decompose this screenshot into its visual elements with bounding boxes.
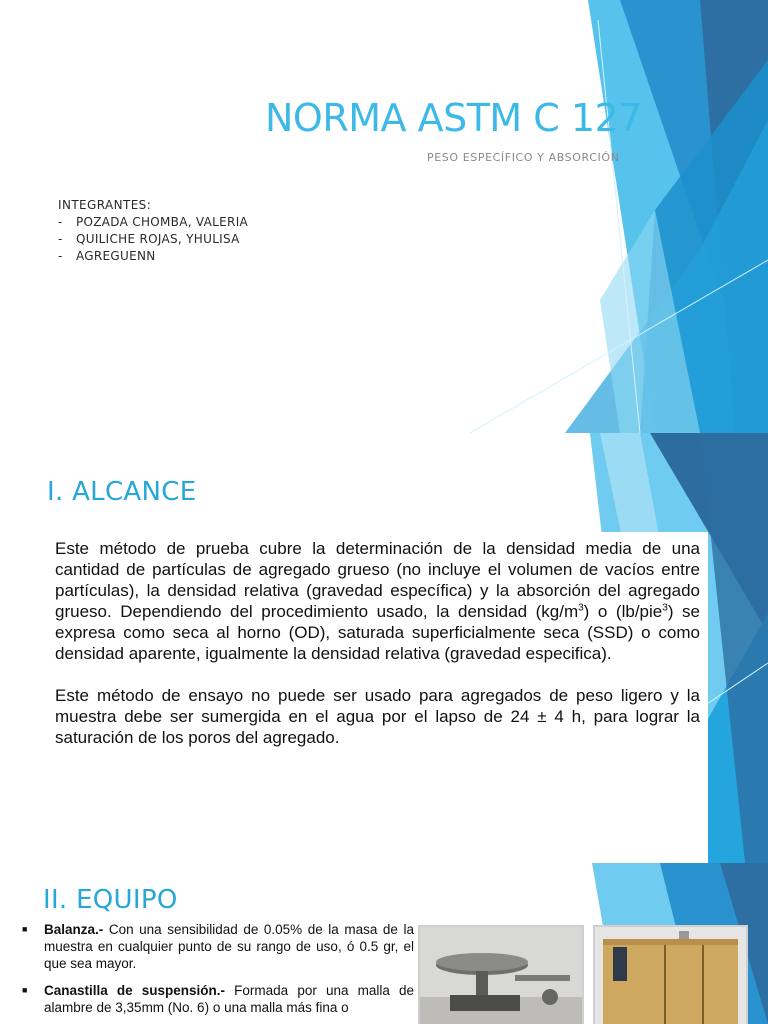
alcance-slide <box>0 433 768 863</box>
scope-text-box <box>48 532 708 863</box>
list-item: ■ Canastilla de suspensión.- Formada por una malla de alambre de 3,35mm (No. 6) o una malla más fina o <box>22 983 414 1015</box>
members-list <box>58 214 248 265</box>
presentation-subtitle: PESO ESPECÍFICO Y ABSORCIÓN <box>427 151 620 164</box>
member-item: - POZADA CHOMBA, VALERIA <box>58 215 249 229</box>
scope-paragraph: Este método de ensayo no puede ser usado para agregados de peso ligero y la muestra debe ser sumergida en el agua por el lapso de 24 ± 4 h, para lograr la saturación de los poros del agregado. <box>55 686 700 747</box>
presentation-title: NORMA ASTM C 127 <box>265 96 642 140</box>
bullet-icon: ■ <box>22 924 28 934</box>
title-slide <box>0 0 768 433</box>
scope-paragraph: Este método de prueba cubre la determinación de la densidad media de una cantidad de partículas de agregado grueso (no incluye el volumen de vacíos entre partículas), la densidad relativa (gravedad específica) y la absorción del agregado grueso. Dependiendo del procedimiento usado, la densidad $(kg/m^3)$ o (lb/pie$^3$) se expresa como seca al horno (OD), saturada superficialmente seca (SSD) o como densidad aparente, igualmente la densidad relativa (gravedad especifica). <box>55 539 701 663</box>
bullet-icon: ■ <box>22 985 28 995</box>
balance-photo <box>418 925 584 1024</box>
equipment-list <box>22 921 414 1024</box>
section-title: I. ALCANCE <box>47 477 197 507</box>
equipo-slide <box>0 863 768 1024</box>
member-item: - AGREGUENN <box>58 249 156 263</box>
oven-photo <box>593 925 748 1024</box>
member-item: - QUILICHE ROJAS, YHULISA <box>58 232 240 246</box>
members-heading: INTEGRANTES: <box>58 198 152 212</box>
section-title: II. EQUIPO <box>43 885 178 915</box>
list-item: ■ Balanza.- Con una sensibilidad de 0.05% de la masa de la muestra en cualquier punto de su rango de uso, ó 0.5 gr, el que sea mayor. <box>22 922 414 971</box>
members-block <box>58 197 248 265</box>
